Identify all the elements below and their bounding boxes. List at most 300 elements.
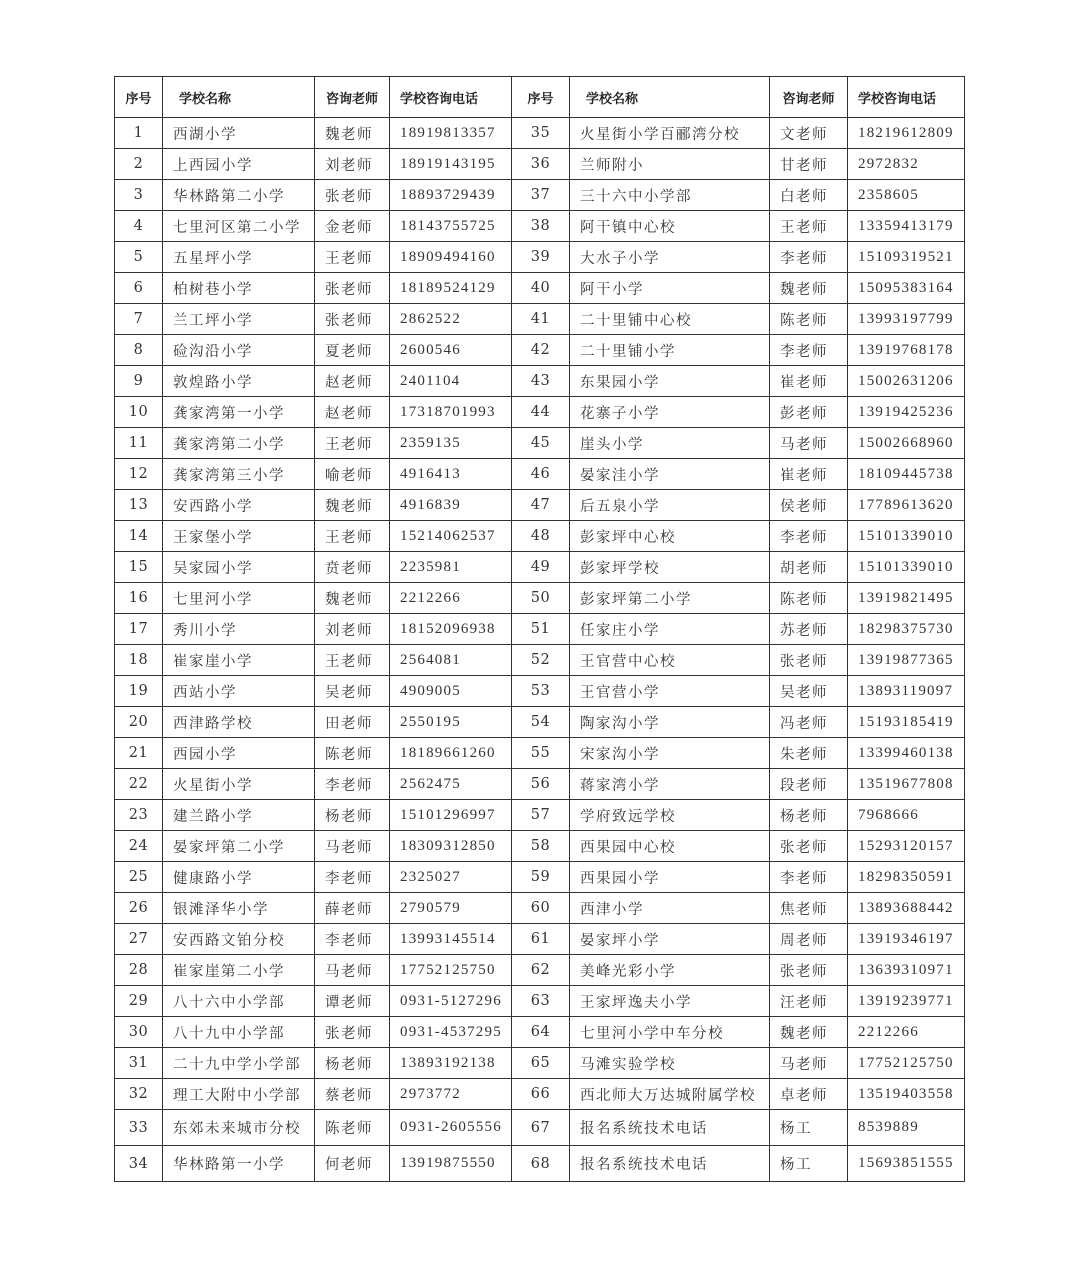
right-school-name-cell: 美峰光彩小学 [570,955,770,986]
right-phone-cell: 15002668960 [848,428,965,459]
table-row [115,242,965,273]
right-phone-cell: 13399460138 [848,738,965,769]
left-phone-cell: 2862522 [390,304,512,335]
right-phone-cell: 17752125750 [848,1048,965,1079]
left-school-name-cell: 柏树巷小学 [163,273,315,304]
right-phone-cell: 15109319521 [848,242,965,273]
right-index-cell: 56 [512,769,570,800]
right-school-name-cell: 大水子小学 [570,242,770,273]
left-index-cell: 4 [115,211,163,242]
left-teacher-cell: 李老师 [315,862,390,893]
right-index-cell: 52 [512,645,570,676]
left-index-cell: 5 [115,242,163,273]
left-teacher-cell: 薛老师 [315,893,390,924]
right-teacher-cell: 胡老师 [770,552,848,583]
left-teacher-cell: 王老师 [315,521,390,552]
left-teacher-cell: 刘老师 [315,149,390,180]
right-teacher-cell: 马老师 [770,428,848,459]
left-index-cell: 17 [115,614,163,645]
right-school-name-cell: 王官营中心校 [570,645,770,676]
right-teacher-cell: 卓老师 [770,1079,848,1110]
right-phone-cell: 18109445738 [848,459,965,490]
right-phone-cell: 13893688442 [848,893,965,924]
right-phone-cell: 2972832 [848,149,965,180]
right-teacher-cell: 白老师 [770,180,848,211]
left-teacher-cell: 陈老师 [315,1110,390,1146]
left-index-cell: 9 [115,366,163,397]
table-row [115,459,965,490]
left-teacher-cell: 刘老师 [315,614,390,645]
left-school-name-cell: 晏家坪第二小学 [163,831,315,862]
left-teacher-cell: 赵老师 [315,366,390,397]
left-phone-cell: 0931-4537295 [390,1017,512,1048]
right-index-cell: 38 [512,211,570,242]
left-index-cell: 12 [115,459,163,490]
header-phone: 学校咨询电话 [390,77,512,118]
right-index-cell: 48 [512,521,570,552]
right-index-cell: 40 [512,273,570,304]
left-phone-cell: 2212266 [390,583,512,614]
left-index-cell: 34 [115,1146,163,1182]
right-phone-cell: 15095383164 [848,273,965,304]
table-row [115,1079,965,1110]
left-school-name-cell: 七里河区第二小学 [163,211,315,242]
right-index-cell: 42 [512,335,570,366]
table-row [115,211,965,242]
left-teacher-cell: 魏老师 [315,118,390,149]
right-index-cell: 64 [512,1017,570,1048]
right-index-cell: 44 [512,397,570,428]
right-school-name-cell: 火星街小学百郦湾分校 [570,118,770,149]
right-phone-cell: 13919768178 [848,335,965,366]
right-index-cell: 62 [512,955,570,986]
right-index-cell: 58 [512,831,570,862]
header-teacher: 咨询老师 [315,77,390,118]
right-phone-cell: 15693851555 [848,1146,965,1182]
table-row [115,1017,965,1048]
left-phone-cell: 4909005 [390,676,512,707]
right-teacher-cell: 苏老师 [770,614,848,645]
table-row [115,831,965,862]
right-phone-cell: 18298375730 [848,614,965,645]
left-teacher-cell: 赵老师 [315,397,390,428]
right-phone-cell: 15193185419 [848,707,965,738]
left-school-name-cell: 上西园小学 [163,149,315,180]
right-index-cell: 60 [512,893,570,924]
right-index-cell: 35 [512,118,570,149]
right-teacher-cell: 文老师 [770,118,848,149]
right-index-cell: 49 [512,552,570,583]
right-index-cell: 43 [512,366,570,397]
table-row [115,924,965,955]
right-school-name-cell: 宋家沟小学 [570,738,770,769]
right-school-name-cell: 兰师附小 [570,149,770,180]
right-teacher-cell: 陈老师 [770,583,848,614]
left-phone-cell: 18189661260 [390,738,512,769]
left-school-name-cell: 西湖小学 [163,118,315,149]
left-index-cell: 13 [115,490,163,521]
right-teacher-cell: 李老师 [770,521,848,552]
left-teacher-cell: 张老师 [315,304,390,335]
left-phone-cell: 13919875550 [390,1146,512,1182]
left-index-cell: 11 [115,428,163,459]
left-index-cell: 18 [115,645,163,676]
left-phone-cell: 18909494160 [390,242,512,273]
table-row [115,862,965,893]
left-phone-cell: 18919143195 [390,149,512,180]
left-index-cell: 6 [115,273,163,304]
left-phone-cell: 2325027 [390,862,512,893]
left-index-cell: 32 [115,1079,163,1110]
right-teacher-cell: 陈老师 [770,304,848,335]
right-index-cell: 45 [512,428,570,459]
right-index-cell: 37 [512,180,570,211]
table-row [115,1146,965,1182]
right-school-name-cell: 二十里铺小学 [570,335,770,366]
left-teacher-cell: 蔡老师 [315,1079,390,1110]
right-teacher-cell: 张老师 [770,645,848,676]
left-school-name-cell: 西站小学 [163,676,315,707]
left-school-name-cell: 银滩泽华小学 [163,893,315,924]
left-teacher-cell: 王老师 [315,428,390,459]
right-school-name-cell: 阿干镇中心校 [570,211,770,242]
left-phone-cell: 13893192138 [390,1048,512,1079]
right-phone-cell: 13993197799 [848,304,965,335]
left-phone-cell: 18919813357 [390,118,512,149]
right-phone-cell: 13919877365 [848,645,965,676]
right-index-cell: 50 [512,583,570,614]
left-school-name-cell: 八十九中小学部 [163,1017,315,1048]
table-row [115,738,965,769]
table-row [115,490,965,521]
right-teacher-cell: 周老师 [770,924,848,955]
left-index-cell: 27 [115,924,163,955]
left-school-name-cell: 七里河小学 [163,583,315,614]
right-phone-cell: 15101339010 [848,521,965,552]
left-school-name-cell: 安西路文铂分校 [163,924,315,955]
right-teacher-cell: 杨工 [770,1110,848,1146]
left-phone-cell: 4916839 [390,490,512,521]
left-teacher-cell: 谭老师 [315,986,390,1017]
left-index-cell: 8 [115,335,163,366]
right-phone-cell: 8539889 [848,1110,965,1146]
table-row [115,118,965,149]
left-school-name-cell: 吴家园小学 [163,552,315,583]
left-index-cell: 28 [115,955,163,986]
right-school-name-cell: 西津小学 [570,893,770,924]
right-teacher-cell: 甘老师 [770,149,848,180]
left-phone-cell: 2550195 [390,707,512,738]
right-teacher-cell: 崔老师 [770,459,848,490]
left-school-name-cell: 硷沟沿小学 [163,335,315,366]
right-phone-cell: 13919425236 [848,397,965,428]
right-school-name-cell: 王官营小学 [570,676,770,707]
table-row [115,273,965,304]
left-teacher-cell: 张老师 [315,180,390,211]
left-index-cell: 29 [115,986,163,1017]
right-index-cell: 65 [512,1048,570,1079]
right-index-cell: 57 [512,800,570,831]
left-phone-cell: 2600546 [390,335,512,366]
right-school-name-cell: 西果园小学 [570,862,770,893]
right-school-name-cell: 学府致远学校 [570,800,770,831]
left-school-name-cell: 健康路小学 [163,862,315,893]
right-school-name-cell: 彭家坪学校 [570,552,770,583]
right-phone-cell: 13893119097 [848,676,965,707]
left-index-cell: 26 [115,893,163,924]
left-teacher-cell: 杨老师 [315,1048,390,1079]
table-row [115,955,965,986]
left-phone-cell: 15214062537 [390,521,512,552]
right-index-cell: 41 [512,304,570,335]
right-index-cell: 46 [512,459,570,490]
right-teacher-cell: 马老师 [770,1048,848,1079]
left-phone-cell: 0931-2605556 [390,1110,512,1146]
right-school-name-cell: 陶家沟小学 [570,707,770,738]
left-school-name-cell: 华林路第一小学 [163,1146,315,1182]
right-school-name-cell: 报名系统技术电话 [570,1110,770,1146]
right-school-name-cell: 马滩实验学校 [570,1048,770,1079]
header-teacher: 咨询老师 [770,77,848,118]
left-teacher-cell: 杨老师 [315,800,390,831]
left-index-cell: 30 [115,1017,163,1048]
table-row [115,149,965,180]
left-school-name-cell: 安西路小学 [163,490,315,521]
table-row [115,335,965,366]
left-phone-cell: 4916413 [390,459,512,490]
left-teacher-cell: 马老师 [315,831,390,862]
left-phone-cell: 2359135 [390,428,512,459]
right-school-name-cell: 报名系统技术电话 [570,1146,770,1182]
left-phone-cell: 18189524129 [390,273,512,304]
table-row [115,428,965,459]
left-school-name-cell: 西津路学校 [163,707,315,738]
right-index-cell: 54 [512,707,570,738]
right-index-cell: 68 [512,1146,570,1182]
right-index-cell: 36 [512,149,570,180]
left-school-name-cell: 火星街小学 [163,769,315,800]
left-school-name-cell: 秀川小学 [163,614,315,645]
right-school-name-cell: 彭家坪第二小学 [570,583,770,614]
right-phone-cell: 13919346197 [848,924,965,955]
table-row [115,614,965,645]
left-teacher-cell: 吴老师 [315,676,390,707]
document-page [114,76,965,1182]
left-school-name-cell: 龚家湾第三小学 [163,459,315,490]
left-teacher-cell: 马老师 [315,955,390,986]
left-school-name-cell: 华林路第二小学 [163,180,315,211]
right-school-name-cell: 西果园中心校 [570,831,770,862]
school-contact-table [114,76,965,1182]
table-row [115,397,965,428]
left-phone-cell: 18893729439 [390,180,512,211]
table-row [115,893,965,924]
right-index-cell: 51 [512,614,570,645]
left-teacher-cell: 金老师 [315,211,390,242]
left-phone-cell: 2564081 [390,645,512,676]
left-phone-cell: 2562475 [390,769,512,800]
right-school-name-cell: 东果园小学 [570,366,770,397]
table-header-row [115,77,965,118]
right-school-name-cell: 王家坪逸夫小学 [570,986,770,1017]
left-index-cell: 23 [115,800,163,831]
right-phone-cell: 13919821495 [848,583,965,614]
table-row [115,707,965,738]
left-school-name-cell: 龚家湾第一小学 [163,397,315,428]
right-phone-cell: 2358605 [848,180,965,211]
table-row [115,552,965,583]
table-row [115,521,965,552]
right-teacher-cell: 王老师 [770,211,848,242]
left-phone-cell: 18143755725 [390,211,512,242]
right-phone-cell: 2212266 [848,1017,965,1048]
header-index: 序号 [512,77,570,118]
table-row [115,1110,965,1146]
left-teacher-cell: 王老师 [315,645,390,676]
left-index-cell: 1 [115,118,163,149]
right-phone-cell: 18298350591 [848,862,965,893]
right-phone-cell: 13519403558 [848,1079,965,1110]
right-teacher-cell: 杨工 [770,1146,848,1182]
table-row [115,645,965,676]
left-teacher-cell: 夏老师 [315,335,390,366]
right-phone-cell: 18219612809 [848,118,965,149]
right-school-name-cell: 彭家坪中心校 [570,521,770,552]
header-school: 学校名称 [570,77,770,118]
right-teacher-cell: 朱老师 [770,738,848,769]
table-body [115,118,965,1182]
right-school-name-cell: 花寨子小学 [570,397,770,428]
right-school-name-cell: 晏家洼小学 [570,459,770,490]
header-school: 学校名称 [163,77,315,118]
right-teacher-cell: 段老师 [770,769,848,800]
right-school-name-cell: 后五泉小学 [570,490,770,521]
left-phone-cell: 18309312850 [390,831,512,862]
left-phone-cell: 2401104 [390,366,512,397]
right-teacher-cell: 李老师 [770,242,848,273]
left-teacher-cell: 贲老师 [315,552,390,583]
right-phone-cell: 13919239771 [848,986,965,1017]
left-index-cell: 19 [115,676,163,707]
header-index: 序号 [115,77,163,118]
right-teacher-cell: 侯老师 [770,490,848,521]
right-index-cell: 53 [512,676,570,707]
right-teacher-cell: 魏老师 [770,1017,848,1048]
left-phone-cell: 17752125750 [390,955,512,986]
right-teacher-cell: 崔老师 [770,366,848,397]
right-school-name-cell: 崖头小学 [570,428,770,459]
right-teacher-cell: 焦老师 [770,893,848,924]
table-row [115,769,965,800]
right-teacher-cell: 张老师 [770,831,848,862]
header-phone: 学校咨询电话 [848,77,965,118]
left-teacher-cell: 田老师 [315,707,390,738]
left-teacher-cell: 喻老师 [315,459,390,490]
left-index-cell: 14 [115,521,163,552]
left-index-cell: 15 [115,552,163,583]
left-teacher-cell: 何老师 [315,1146,390,1182]
left-index-cell: 20 [115,707,163,738]
right-index-cell: 55 [512,738,570,769]
right-phone-cell: 15002631206 [848,366,965,397]
right-index-cell: 61 [512,924,570,955]
left-school-name-cell: 五星坪小学 [163,242,315,273]
table-row [115,800,965,831]
left-teacher-cell: 王老师 [315,242,390,273]
left-teacher-cell: 李老师 [315,924,390,955]
left-index-cell: 2 [115,149,163,180]
left-teacher-cell: 魏老师 [315,583,390,614]
left-school-name-cell: 建兰路小学 [163,800,315,831]
right-phone-cell: 17789613620 [848,490,965,521]
left-phone-cell: 2790579 [390,893,512,924]
left-phone-cell: 18152096938 [390,614,512,645]
right-phone-cell: 15293120157 [848,831,965,862]
right-school-name-cell: 任家庄小学 [570,614,770,645]
right-phone-cell: 13359413179 [848,211,965,242]
table-row [115,304,965,335]
left-index-cell: 22 [115,769,163,800]
table-row [115,986,965,1017]
left-index-cell: 10 [115,397,163,428]
table-row [115,1048,965,1079]
right-index-cell: 39 [512,242,570,273]
right-teacher-cell: 汪老师 [770,986,848,1017]
right-teacher-cell: 李老师 [770,862,848,893]
right-phone-cell: 13519677808 [848,769,965,800]
left-school-name-cell: 西园小学 [163,738,315,769]
table-row [115,583,965,614]
right-teacher-cell: 魏老师 [770,273,848,304]
left-index-cell: 21 [115,738,163,769]
left-teacher-cell: 张老师 [315,1017,390,1048]
right-teacher-cell: 杨老师 [770,800,848,831]
left-phone-cell: 13993145514 [390,924,512,955]
left-index-cell: 3 [115,180,163,211]
right-phone-cell: 13639310971 [848,955,965,986]
left-index-cell: 25 [115,862,163,893]
right-index-cell: 63 [512,986,570,1017]
right-school-name-cell: 晏家坪小学 [570,924,770,955]
right-school-name-cell: 阿干小学 [570,273,770,304]
left-school-name-cell: 八十六中小学部 [163,986,315,1017]
right-index-cell: 67 [512,1110,570,1146]
right-school-name-cell: 二十里铺中心校 [570,304,770,335]
left-teacher-cell: 魏老师 [315,490,390,521]
left-index-cell: 31 [115,1048,163,1079]
table-row [115,180,965,211]
right-school-name-cell: 七里河小学中车分校 [570,1017,770,1048]
left-phone-cell: 0931-5127296 [390,986,512,1017]
right-teacher-cell: 吴老师 [770,676,848,707]
left-phone-cell: 2235981 [390,552,512,583]
right-school-name-cell: 蒋家湾小学 [570,769,770,800]
left-index-cell: 16 [115,583,163,614]
left-phone-cell: 17318701993 [390,397,512,428]
left-phone-cell: 15101296997 [390,800,512,831]
right-teacher-cell: 冯老师 [770,707,848,738]
left-teacher-cell: 李老师 [315,769,390,800]
left-school-name-cell: 崔家崖第二小学 [163,955,315,986]
right-teacher-cell: 李老师 [770,335,848,366]
right-school-name-cell: 三十六中小学部 [570,180,770,211]
right-teacher-cell: 彭老师 [770,397,848,428]
right-teacher-cell: 张老师 [770,955,848,986]
left-index-cell: 7 [115,304,163,335]
left-school-name-cell: 理工大附中小学部 [163,1079,315,1110]
left-index-cell: 33 [115,1110,163,1146]
right-phone-cell: 15101339010 [848,552,965,583]
